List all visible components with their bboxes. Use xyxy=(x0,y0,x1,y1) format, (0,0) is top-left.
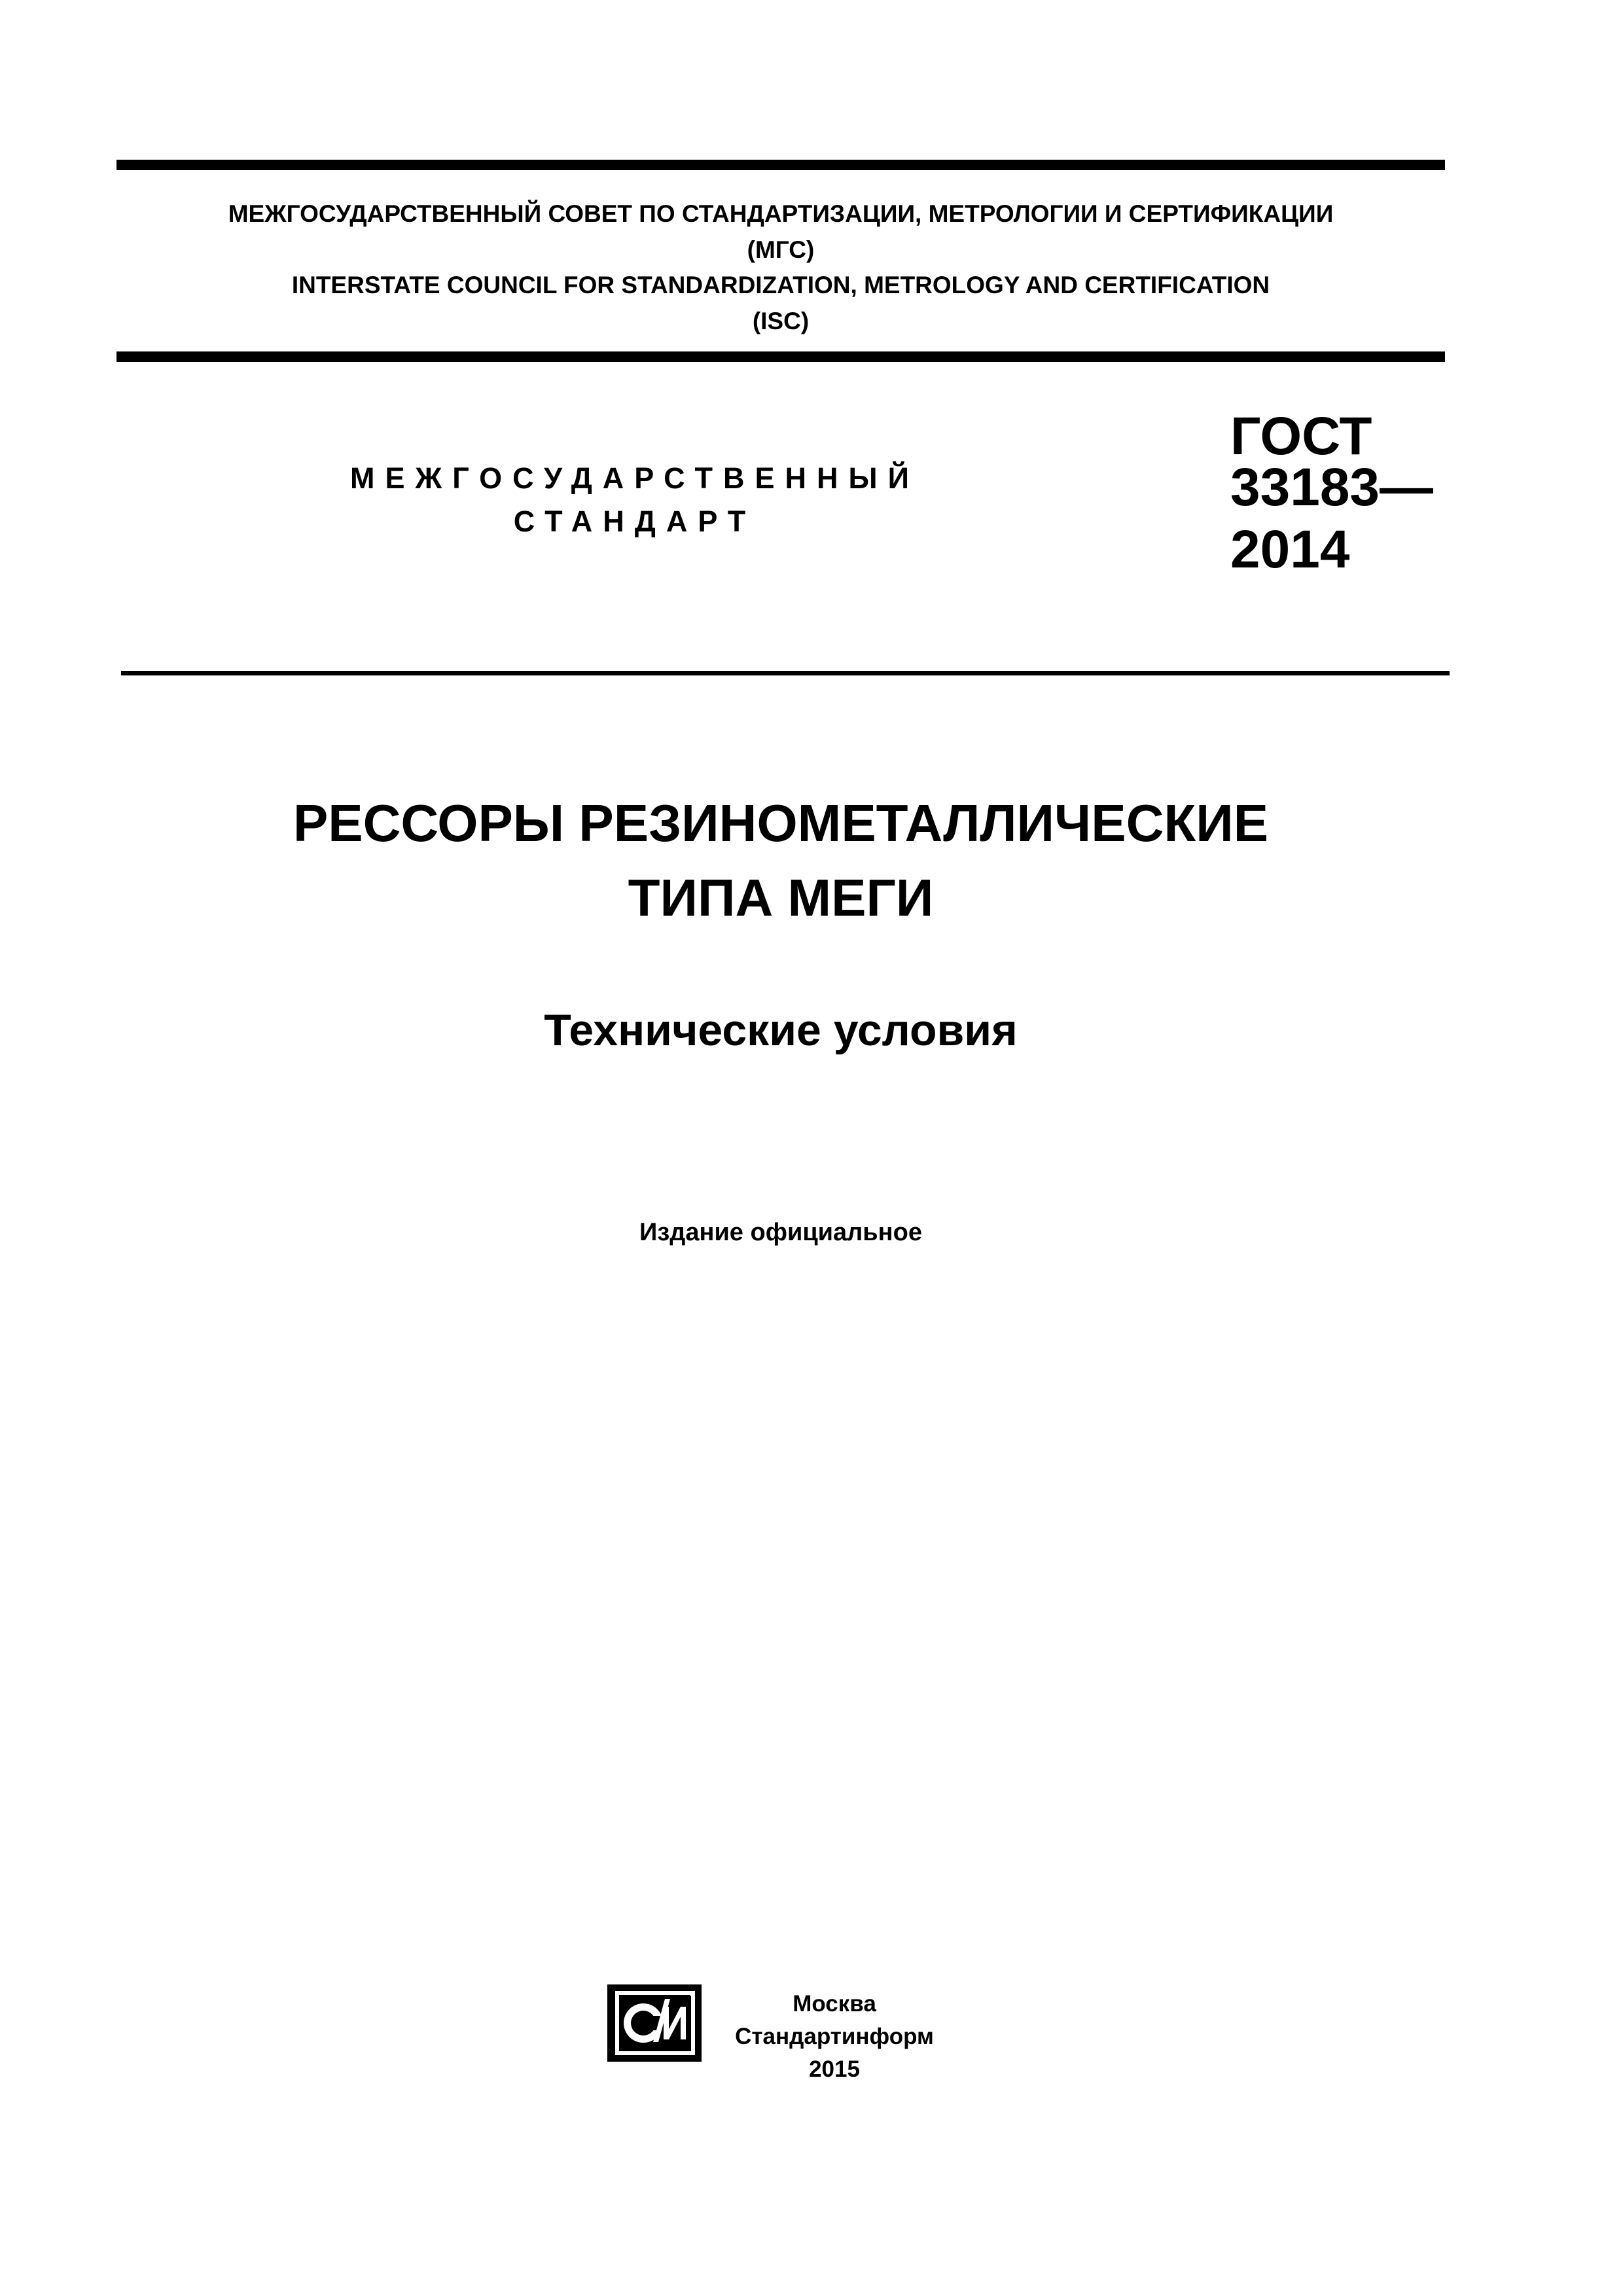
top-rule xyxy=(116,160,1445,170)
document-subtitle: Технические условия xyxy=(544,1005,1018,1055)
standartinform-logo-icon xyxy=(607,1984,702,2062)
gost-prefix: ГОСТ xyxy=(1230,406,1372,466)
council-name-ru: МЕЖГОСУДАРСТВЕННЫЙ СОВЕТ ПО СТАНДАРТИЗАЦИИ, МЕТРОЛОГИИ И СЕРТИФИКАЦИИ xyxy=(228,200,1334,227)
edition-note: Издание официальное xyxy=(639,1219,922,1246)
publisher-city: Москва xyxy=(793,1991,876,2017)
council-name-en: INTERSTATE COUNCIL FOR STANDARDIZATION, METROLOGY AND CERTIFICATION xyxy=(291,272,1270,298)
publisher-year: 2015 xyxy=(809,2056,860,2082)
document-title-line-1: РЕССОРЫ РЕЗИНОМЕТАЛЛИЧЕСКИЕ xyxy=(293,794,1269,852)
bottom-rule xyxy=(121,671,1450,675)
middle-rule xyxy=(116,351,1445,362)
document-title-line-2: ТИПА МЕГИ xyxy=(628,869,934,927)
council-abbr-ru: (МГС) xyxy=(747,236,815,263)
publisher-name: Стандартинформ xyxy=(735,2024,934,2049)
gost-number: 33183— xyxy=(1230,457,1434,517)
standard-kind-line-2: СТАНДАРТ xyxy=(513,505,757,538)
standard-kind-line-1: МЕЖГОСУДАРСТВЕННЫЙ xyxy=(350,461,919,495)
council-abbr-en: (ISC) xyxy=(752,308,810,334)
gost-year: 2014 xyxy=(1230,520,1350,579)
